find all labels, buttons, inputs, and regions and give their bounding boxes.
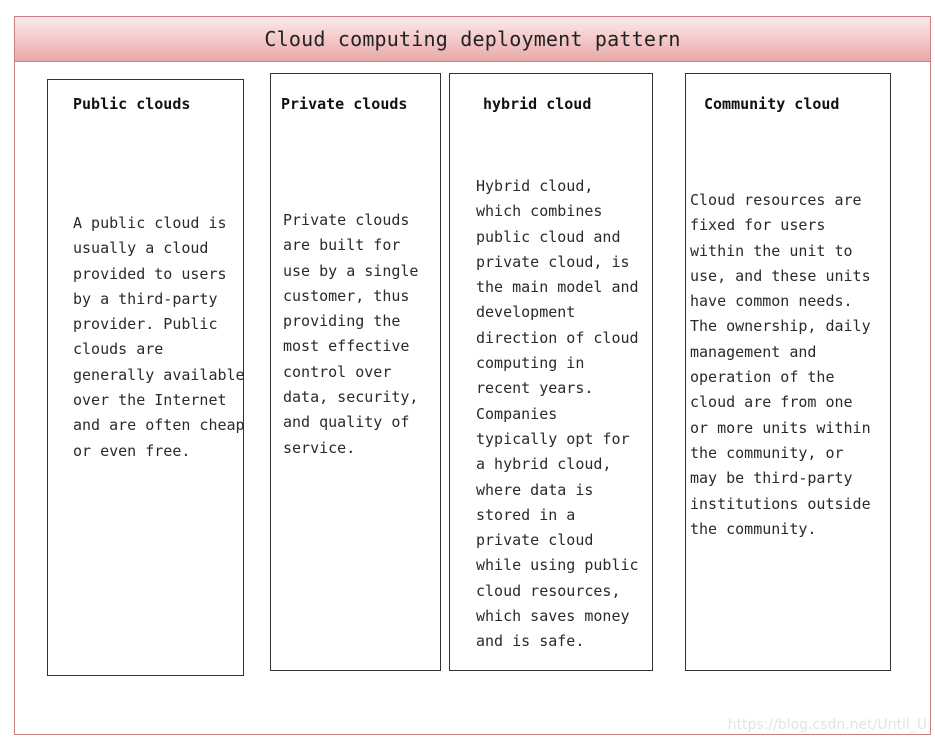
community-cloud-description: Cloud resources are fixed for users within the unit to use, and these units have common needs. The ownership, daily management and operation of the cloud are from one or more units within the community, or may be third-party institutions outside the community.	[690, 191, 871, 538]
hybrid-cloud-title: hybrid cloud	[483, 95, 592, 113]
public-clouds-description: A public cloud is usually a cloud provided to users by a third-party provider. Public clouds are generally available over the Internet and are often cheap or even free.	[73, 214, 245, 460]
title-bar	[15, 17, 930, 62]
community-cloud-title: Community cloud	[704, 95, 840, 113]
watermark: https://blog.csdn.net/Until_U	[727, 717, 927, 733]
diagram-title: Cloud computing deployment pattern	[264, 27, 681, 51]
public-clouds-title: Public clouds	[73, 95, 191, 113]
private-clouds-title: Private clouds	[281, 95, 408, 113]
private-clouds-description: Private clouds are built for use by a single customer, thus providing the most effective control over data, security, and quality of service.	[283, 211, 419, 457]
hybrid-cloud-description: Hybrid cloud, which combines public cloud and private cloud, is the main model and development direction of cloud computing in recent years. Companies typically opt for a hybrid cloud, where data is stored in a private cloud while using public cloud resources, which saves money and is safe.	[476, 177, 639, 651]
